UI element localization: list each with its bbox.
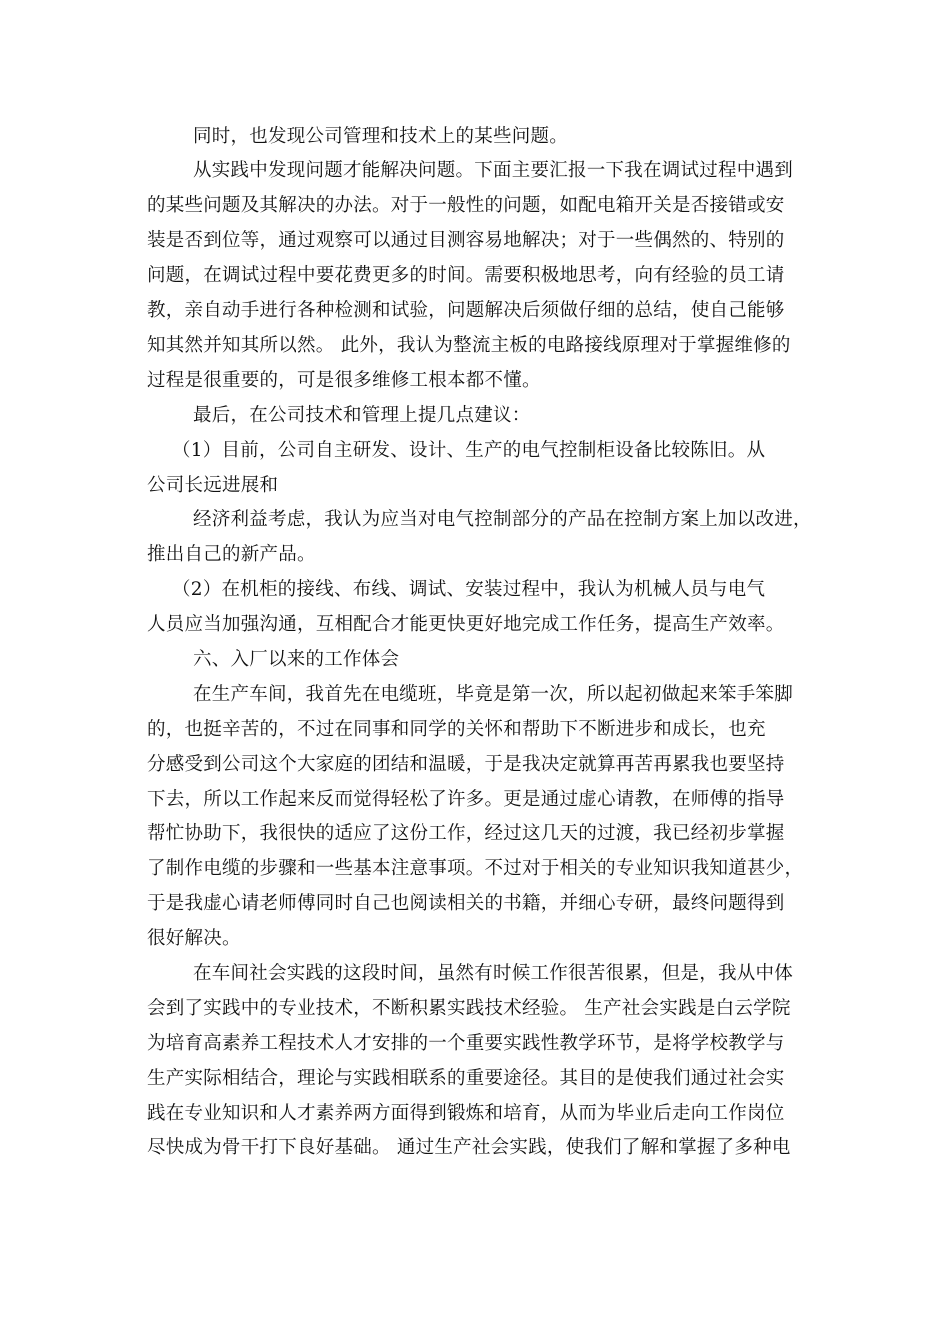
body-text-line: 在车间社会实践的这段时间，虽然有时候工作很苦很累，但是，我从中体 — [193, 963, 794, 984]
body-text-line: 的某些问题及其解决的办法。对于一般性的问题，如配电箱开关是否接错或安 — [147, 195, 785, 216]
body-text-line: 尽快成为骨干打下良好基础。 通过生产社会实践，使我们了解和掌握了多种电 — [147, 1137, 791, 1158]
body-text-line: 从实践中发现问题才能解决问题。下面主要汇报一下我在调试过程中遇到 — [193, 160, 794, 181]
body-text-line: 同时，也发现公司管理和技术上的某些问题。 — [193, 126, 569, 147]
body-text-line: 生产实际相结合，理论与实践相联系的重要途径。其目的是使我们通过社会实 — [147, 1068, 785, 1089]
body-text-line: 践在专业知识和人才素养两方面得到锻炼和培育，从而为毕业后走向工作岗位 — [147, 1103, 785, 1124]
body-text-line: 的，也挺辛苦的，不过在同事和同学的关怀和帮助下不断进步和成长，也充 — [147, 719, 766, 740]
body-text-line: 推出自己的新产品。 — [147, 544, 316, 565]
body-text-line: （2）在机柜的接线、布线、调试、安装过程中，我认为机械人员与电气 — [172, 579, 766, 600]
body-text-line: 下去，所以工作起来反而觉得轻松了许多。更是通过虚心请教，在师傅的指导 — [147, 789, 785, 810]
body-text-line: 最后，在公司技术和管理上提几点建议： — [193, 405, 531, 426]
body-text-line: 人员应当加强沟通，互相配合才能更快更好地完成工作任务，提高生产效率。 — [147, 614, 785, 635]
body-text-line: 经济利益考虑，我认为应当对电气控制部分的产品在控制方案上加以改进， — [193, 509, 812, 530]
body-text-line: 很好解决。 — [147, 928, 241, 949]
section-heading: 六、入厂以来的工作体会 — [193, 649, 400, 670]
body-text-line: 过程是很重要的，可是很多维修工根本都不懂。 — [147, 370, 541, 391]
body-text-line: 公司长远进展和 — [147, 475, 279, 496]
body-text-line: （1）目前，公司自主研发、设计、生产的电气控制柜设备比较陈旧。从 — [172, 440, 766, 461]
body-text-line: 知其然并知其所以然。 此外，我认为整流主板的电路接线原理对于掌握维修的 — [147, 335, 791, 356]
body-text-line: 为培育高素养工程技术人才安排的一个重要实践性教学环节，是将学校教学与 — [147, 1033, 785, 1054]
body-text-line: 于是我虚心请老师傅同时自己也阅读相关的书籍，并细心专研，最终问题得到 — [147, 893, 785, 914]
body-text-line: 教，亲自动手进行各种检测和试验，问题解决后须做仔细的总结，使自己能够 — [147, 300, 785, 321]
body-text-line: 在生产车间，我首先在电缆班，毕竟是第一次，所以起初做起来笨手笨脚 — [193, 684, 794, 705]
body-text-line: 了制作电缆的步骤和一些基本注意事项。不过对于相关的专业知识我知道甚少， — [147, 858, 804, 879]
body-text-line: 问题，在调试过程中要花费更多的时间。需要积极地思考，向有经验的员工请 — [147, 265, 785, 286]
body-text-line: 分感受到公司这个大家庭的团结和温暖，于是我决定就算再苦再累我也要坚持 — [147, 754, 785, 775]
body-text-line: 会到了实践中的专业技术，不断积累实践技术经验。 生产社会实践是白云学院 — [147, 998, 791, 1019]
body-text-line: 帮忙协助下，我很快的适应了这份工作，经过这几天的过渡，我已经初步掌握 — [147, 823, 785, 844]
body-text-line: 装是否到位等，通过观察可以通过目测容易地解决；对于一些偶然的、特别的 — [147, 230, 785, 251]
